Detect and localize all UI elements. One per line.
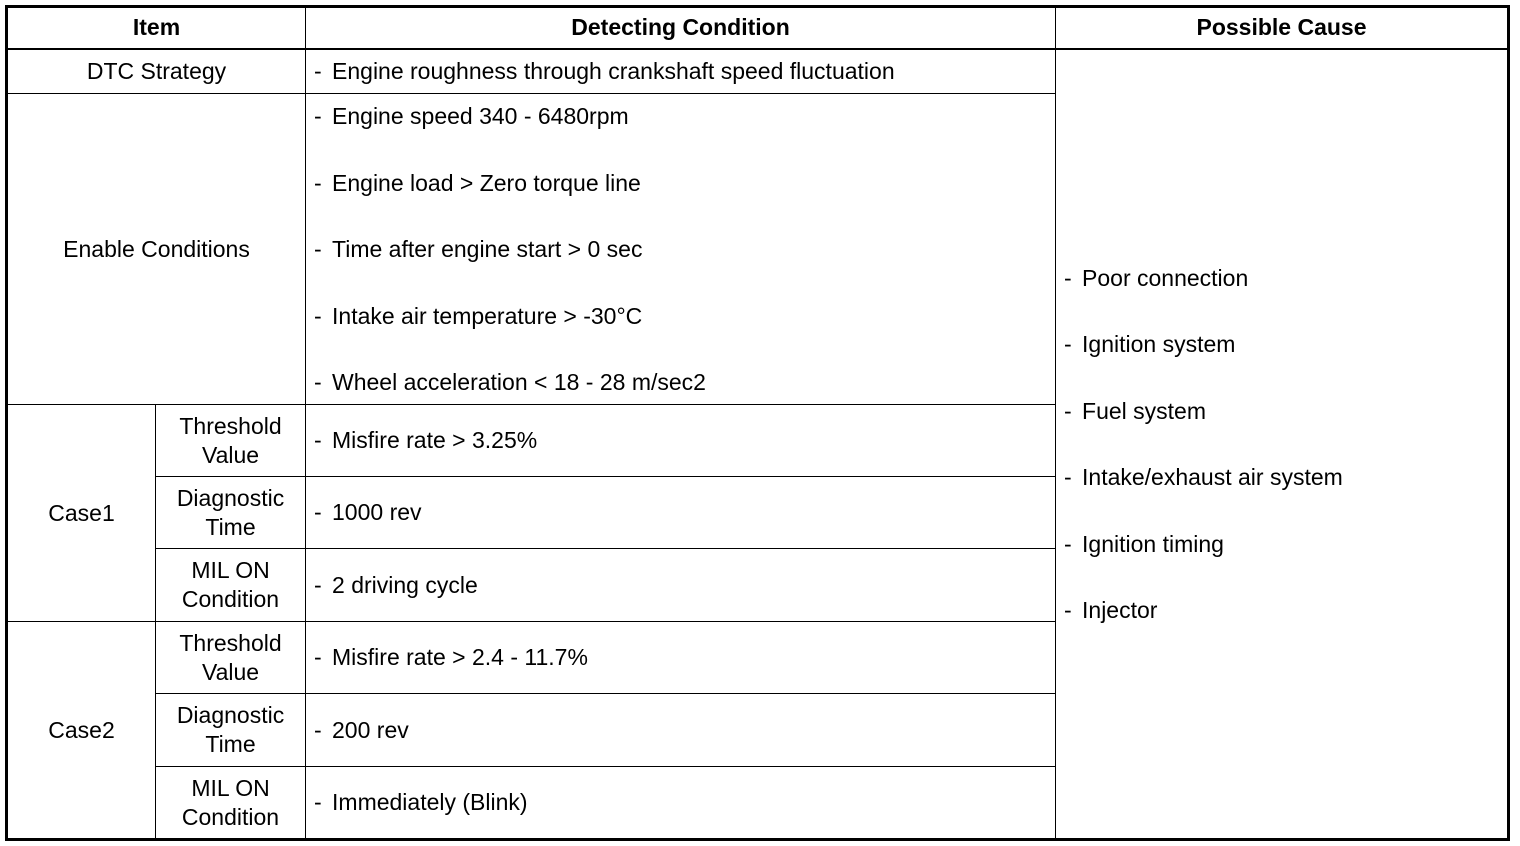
dtc-strategy-row: [7, 49, 1509, 94]
sub-label-line1: MIL ON: [191, 557, 270, 583]
case2-diagnostic-value: 200 rev: [332, 716, 409, 743]
cause-item: [1056, 397, 1507, 464]
enable-condition-item: [306, 302, 1055, 369]
sub-label-line1: Diagnostic: [176, 702, 285, 728]
bullet-dash: -: [314, 644, 322, 670]
enable-condition-text: Engine load > Zero torque line: [332, 169, 641, 196]
bullet-dash: -: [314, 499, 322, 525]
enable-condition-text: Time after engine start > 0 sec: [332, 236, 643, 263]
enable-condition-item: [306, 169, 1055, 236]
case1-diagnostic-value: 1000 rev: [332, 499, 422, 525]
case1-threshold-value: Misfire rate > 3.25%: [332, 427, 538, 453]
case1-label: Case1: [7, 405, 156, 622]
bullet-dash: -: [314, 369, 322, 396]
enable-conditions-list: [306, 102, 1055, 398]
header-possible-cause: Possible Cause: [1056, 7, 1509, 49]
bullet-dash: -: [314, 716, 322, 743]
sub-label-line2: Condition: [181, 803, 280, 830]
possible-cause-list: [1056, 264, 1507, 664]
header-row: [7, 7, 1509, 49]
enable-condition-item: [306, 235, 1055, 302]
sub-label-line2: Value: [201, 441, 260, 468]
case2-threshold-value-cell: [306, 622, 1056, 694]
bullet-dash: -: [314, 103, 322, 129]
case2-threshold-label: [156, 622, 306, 694]
enable-conditions-cell: [306, 94, 1056, 405]
enable-condition-text: Intake air temperature > -30°C: [332, 302, 643, 329]
sub-label-line2: Time: [205, 731, 256, 757]
enable-condition-item: [306, 368, 1055, 398]
case1-mil-value: 2 driving cycle: [332, 571, 478, 598]
bullet-dash: -: [314, 302, 322, 329]
dtc-strategy-value-cell: [306, 49, 1056, 94]
cause-text: Ignition system: [1082, 331, 1236, 358]
bullet-dash: -: [1064, 397, 1072, 424]
case1-threshold-label: [156, 405, 306, 477]
sub-label-line1: Threshold: [179, 412, 282, 439]
sub-label-line2: Time: [205, 513, 256, 540]
bullet-dash: -: [314, 571, 322, 598]
bullet-dash: -: [1064, 597, 1072, 624]
cause-text: Ignition timing: [1082, 530, 1224, 557]
bullet-dash: -: [314, 236, 322, 263]
sub-label-line2: Value: [201, 658, 260, 685]
case2-threshold-value: Misfire rate > 2.4 - 11.7%: [332, 644, 588, 670]
bullet-dash: -: [1064, 331, 1072, 358]
cause-item: [1056, 463, 1507, 530]
bullet-dash: -: [1064, 264, 1072, 291]
cause-item: [1056, 530, 1507, 597]
bullet-dash: -: [314, 57, 322, 84]
cause-item: [1056, 596, 1507, 663]
case1-threshold-value-cell: [306, 405, 1056, 477]
bullet-dash: -: [314, 427, 322, 453]
enable-condition-item: [306, 102, 1055, 169]
case2-label: Case2: [7, 622, 156, 840]
cause-text: Injector: [1082, 597, 1158, 624]
dtc-table: [5, 5, 1510, 841]
bullet-dash: -: [1064, 464, 1072, 491]
cause-item: [1056, 264, 1507, 331]
cause-text: Poor connection: [1082, 264, 1249, 291]
case1-diagnostic-value-cell: [306, 477, 1056, 549]
header-item: Item: [7, 7, 306, 49]
bullet-dash: -: [1064, 530, 1072, 557]
header-detecting-condition: Detecting Condition: [306, 7, 1056, 49]
case2-mil-label: [156, 767, 306, 840]
sub-label-line2: Condition: [181, 586, 280, 612]
possible-cause-cell: [1056, 49, 1509, 840]
case2-diagnostic-label: [156, 694, 306, 767]
case1-mil-value-cell: [306, 549, 1056, 622]
case2-mil-value-cell: [306, 767, 1056, 840]
dtc-strategy-label: DTC Strategy: [7, 49, 306, 94]
sub-label-line1: Diagnostic: [176, 484, 285, 511]
bullet-dash: -: [314, 789, 322, 815]
cause-item: [1056, 330, 1507, 397]
case2-mil-value: Immediately (Blink): [332, 789, 528, 815]
case2-diagnostic-value-cell: [306, 694, 1056, 767]
enable-condition-text: Wheel acceleration < 18 - 28 m/sec2: [332, 369, 706, 396]
sub-label-line1: MIL ON: [191, 774, 270, 801]
cause-text: Intake/exhaust air system: [1082, 464, 1343, 491]
dtc-strategy-value: Engine roughness through crankshaft speed fluctuation: [332, 57, 895, 84]
bullet-dash: -: [314, 169, 322, 196]
enable-conditions-label: Enable Conditions: [7, 94, 306, 405]
enable-condition-text: Engine speed 340 - 6480rpm: [332, 103, 629, 129]
sub-label-line1: Threshold: [179, 629, 282, 656]
cause-text: Fuel system: [1082, 397, 1206, 424]
case1-diagnostic-label: [156, 477, 306, 549]
case1-mil-label: [156, 549, 306, 622]
